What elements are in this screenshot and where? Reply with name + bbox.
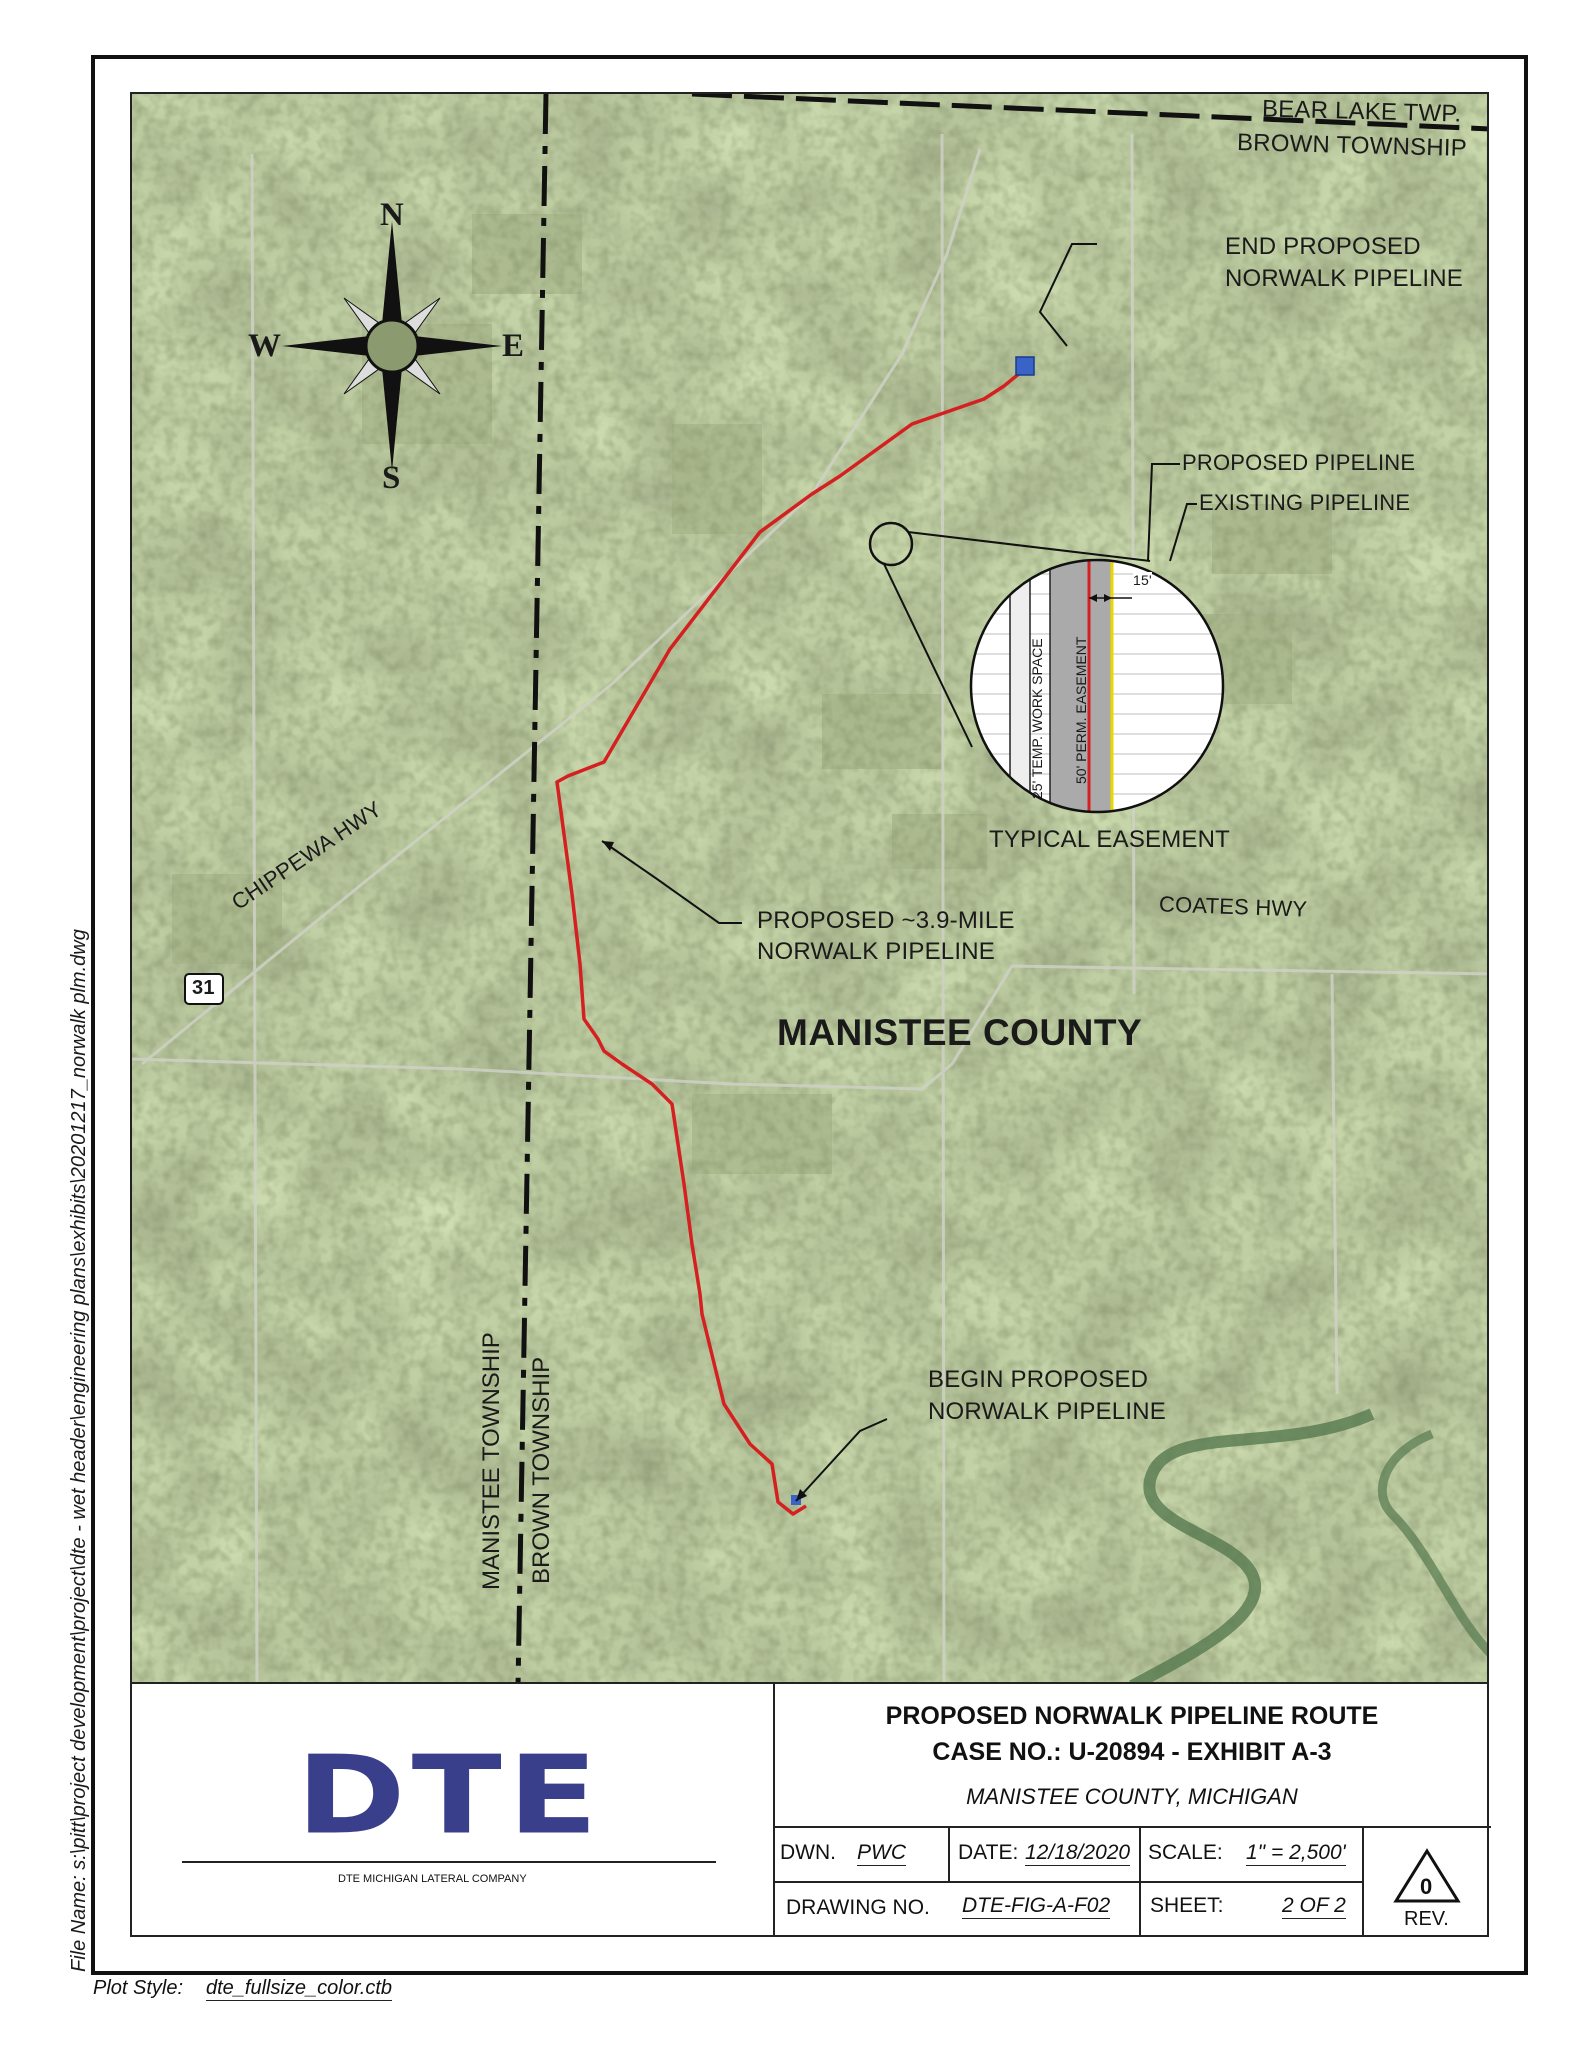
proposed-route-label-1: PROPOSED ~3.9-MILE (757, 907, 1015, 934)
brown-township-label: BROWN TOWNSHIP (1236, 128, 1468, 163)
compass-w-label: W (248, 328, 282, 364)
easement-detail (971, 556, 1223, 816)
end-marker (1016, 357, 1034, 375)
manistee-county-label: MANISTEE COUNTY (777, 1012, 1143, 1053)
temp-work-space-label: 25' TEMP. WORK SPACE (1029, 638, 1045, 799)
dwn-value: PWC (857, 1841, 906, 1864)
svg-text:DTE: DTE (296, 1732, 604, 1840)
existing-pipeline-label: EXISTING PIPELINE (1199, 490, 1411, 515)
compass-e-label: E (502, 328, 525, 364)
perm-easement-label: 50' PERM. EASEMENT (1073, 636, 1089, 784)
scale-label: SCALE: (1148, 1841, 1223, 1864)
proposed-route-label-2: NORWALK PIPELINE (757, 938, 995, 965)
title-block (130, 1684, 1489, 1937)
sheet-value: 2 OF 2 (1282, 1894, 1346, 1917)
location: MANISTEE COUNTY, MICHIGAN (966, 1784, 1298, 1809)
revision-number: 0 (1420, 1874, 1433, 1899)
begin-proposed-label: BEGIN PROPOSED (928, 1366, 1149, 1393)
route-31-label: 31 (192, 977, 215, 999)
typical-easement-label: TYPICAL EASEMENT (989, 826, 1231, 853)
bear-lake-twp-label: BEAR LAKE TWP. (1261, 95, 1462, 128)
begin-norwalk-label: NORWALK PIPELINE (928, 1398, 1166, 1425)
company-name: DTE MICHIGAN LATERAL COMPANY (338, 1873, 527, 1885)
compass-s-label: S (382, 460, 401, 496)
offset-label: 15' (1133, 572, 1152, 588)
drawing-no-label: DRAWING NO. (786, 1896, 930, 1919)
drawing-no-value: DTE-FIG-A-F02 (962, 1894, 1111, 1917)
manistee-township-label: MANISTEE TOWNSHIP (478, 1332, 505, 1590)
plot-style-label: Plot Style: (93, 1977, 184, 1999)
aerial-map (130, 92, 1489, 1684)
file-name: File Name: s:\pitt\project development\project\dte - wet header\engineering plans\exhibits\20201217_norwalk plm.dwg (68, 929, 90, 1972)
sheet-label: SHEET: (1150, 1894, 1224, 1917)
revision-label: REV. (1404, 1908, 1449, 1930)
brown-township-vertical-label: BROWN TOWNSHIP (528, 1356, 555, 1584)
date-value: 12/18/2020 (1025, 1841, 1131, 1864)
drawing-title: PROPOSED NORWALK PIPELINE ROUTE (885, 1702, 1379, 1730)
end-proposed-label: END PROPOSED (1225, 233, 1421, 260)
plot-style-value: dte_fullsize_color.ctb (206, 1977, 393, 1999)
dte-logo (290, 1730, 610, 1840)
coates-hwy-label: COATES HWY (1158, 891, 1308, 922)
proposed-pipeline-label: PROPOSED PIPELINE (1182, 450, 1416, 475)
date-label: DATE: (958, 1841, 1019, 1864)
chippewa-hwy-label: CHIPPEWA HWY (227, 796, 387, 915)
compass-n-label: N (380, 197, 405, 233)
scale-value: 1" = 2,500' (1246, 1841, 1346, 1864)
aerial-imagery (132, 94, 1489, 1684)
dwn-label: DWN. (780, 1841, 836, 1864)
case-number: CASE NO.: U-20894 - EXHIBIT A-3 (932, 1738, 1332, 1766)
end-norwalk-label: NORWALK PIPELINE (1225, 265, 1463, 292)
